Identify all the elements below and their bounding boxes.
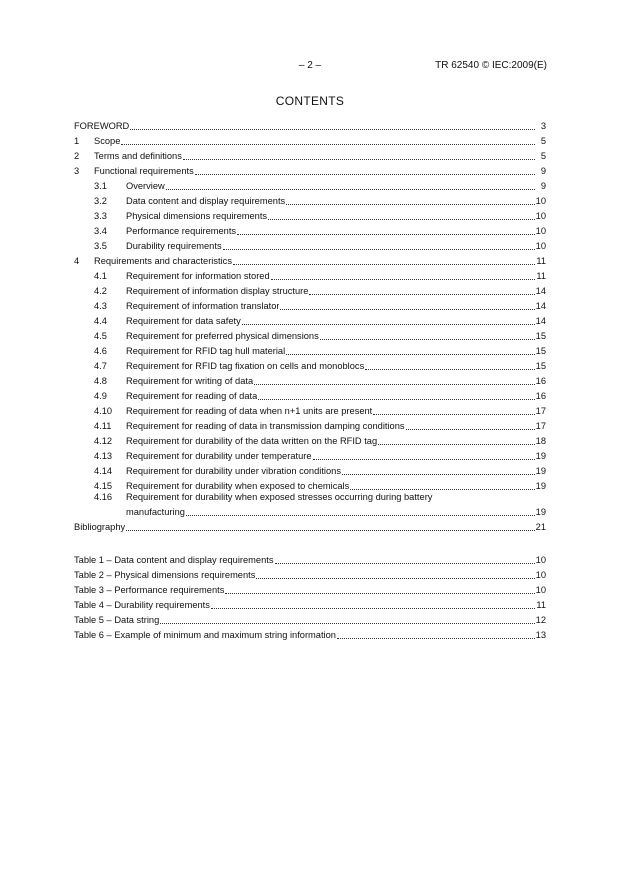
toc-entry-page: 10 (535, 196, 546, 206)
toc-entry-page: 15 (535, 361, 546, 371)
toc-entry[interactable] (74, 387, 546, 402)
toc-entry-title: Overview (126, 181, 165, 191)
toc-entry-title-line2: manufacturing (126, 507, 185, 517)
dot-leader (256, 567, 534, 579)
toc-entry[interactable] (74, 327, 546, 342)
dot-leader (337, 627, 535, 639)
dot-leader (254, 373, 535, 385)
table-list-entry[interactable] (74, 626, 546, 641)
toc-entry[interactable] (74, 282, 546, 297)
dot-leader (237, 223, 535, 235)
toc-entry[interactable] (74, 192, 546, 207)
toc-entry-number: 3.3 (94, 211, 107, 221)
dot-leader (313, 448, 535, 460)
dot-leader (233, 253, 535, 265)
toc-entry-title: Requirement for durability under vibration conditions (126, 466, 341, 476)
toc-entry-title: Table 4 – Durability requirements (74, 600, 210, 610)
toc-entry[interactable] (74, 117, 546, 132)
toc-entry[interactable] (74, 207, 546, 222)
dot-leader (166, 178, 535, 190)
toc-entry[interactable] (74, 237, 546, 252)
toc-entry-title: Table 6 – Example of minimum and maximum string information (74, 630, 336, 640)
toc-entry[interactable] (74, 312, 546, 327)
toc-entry-page: 15 (535, 331, 546, 341)
toc-entry[interactable] (74, 432, 546, 447)
toc-entry-page: 19 (535, 507, 546, 517)
dot-leader (350, 478, 534, 490)
dot-leader (342, 463, 535, 475)
toc-entry-title: Requirements and characteristics (94, 256, 232, 266)
dot-leader (365, 358, 534, 370)
toc-entry[interactable] (74, 222, 546, 237)
toc-entry-number: 4.12 (94, 436, 113, 446)
toc-entry-title: Performance requirements (126, 226, 237, 236)
toc-entry-number: 4.11 (94, 421, 112, 431)
dot-leader (160, 612, 534, 624)
toc-entry-page: 19 (535, 466, 546, 476)
dot-leader (309, 283, 534, 295)
toc-entry-bibliography[interactable] (74, 518, 546, 533)
toc-entry-page: 16 (535, 391, 546, 401)
table-list-entry[interactable] (74, 566, 546, 581)
toc-entry-page: 14 (535, 286, 546, 296)
toc-entry-page: 15 (535, 346, 546, 356)
toc-entry-number: 4.2 (94, 286, 107, 296)
toc-entry-number: 2 (74, 151, 80, 161)
toc-entry-number: 4.9 (94, 391, 107, 401)
toc-entry-number: 3.4 (94, 226, 107, 236)
toc-entry[interactable] (74, 177, 546, 192)
toc-entry-title: Data content and display requirements (126, 196, 286, 206)
toc-entry-title: FOREWORD (74, 121, 130, 131)
dot-leader (286, 343, 535, 355)
toc-entry-number: 3.5 (94, 241, 107, 251)
section-gap (74, 533, 546, 551)
toc-entry-page: 10 (535, 241, 546, 251)
document-reference: TR 62540 © IEC:2009(E) (435, 60, 547, 71)
dot-leader (271, 268, 535, 280)
toc-entry-number: 4.7 (94, 361, 107, 371)
dot-leader (280, 298, 534, 310)
toc-entry-number: 4.10 (94, 406, 113, 416)
toc-entry-number: 4.5 (94, 331, 107, 341)
toc-entry-title: Requirement for writing of data (126, 376, 254, 386)
dot-leader (195, 163, 535, 175)
toc-entry-page: 19 (535, 451, 546, 461)
toc-entry[interactable] (74, 477, 546, 492)
toc-entry-page: 17 (535, 406, 546, 416)
toc-entry-page: 12 (535, 615, 546, 625)
table-list-entry[interactable] (74, 581, 546, 596)
toc-entry-number: 4.15 (94, 481, 113, 491)
toc-entry-page: 11 (536, 256, 546, 266)
toc-entry-number: 4 (74, 256, 80, 266)
toc-entry[interactable] (74, 267, 546, 282)
dot-leader (286, 193, 534, 205)
toc-entry-title: Table 5 – Data string (74, 615, 160, 625)
toc-entry[interactable] (74, 447, 546, 462)
dot-leader (320, 328, 535, 340)
toc-entry-page: 5 (540, 151, 546, 161)
toc-entry-number: 3.2 (94, 196, 107, 206)
dot-leader (223, 238, 535, 250)
dot-leader (378, 433, 535, 445)
toc-entry-title-line1: Requirement for durability when exposed stresses occurring during battery (126, 492, 433, 502)
dot-leader (258, 388, 534, 400)
toc-entry-page: 11 (536, 271, 546, 281)
toc-entry-title: Table 1 – Data content and display requirements (74, 555, 274, 565)
toc-entry-title-line2-row (126, 503, 546, 518)
dot-leader (126, 519, 534, 531)
toc-entry-page: 16 (535, 376, 546, 386)
toc-entry-page: 10 (535, 211, 546, 221)
toc-entry-page: 18 (535, 436, 546, 446)
dot-leader (211, 597, 535, 609)
toc-entry-page: 10 (535, 570, 546, 580)
toc-entry-page: 17 (535, 421, 546, 431)
list-of-tables (74, 551, 546, 641)
toc-entry-page: 10 (535, 585, 546, 595)
table-list-entry[interactable] (74, 611, 546, 626)
toc-entry-title: Requirement for durability when exposed to chemicals (126, 481, 350, 491)
toc-entry-title: Requirement for reading of data (126, 391, 258, 401)
table-of-contents (74, 117, 546, 641)
toc-entry[interactable] (74, 357, 546, 372)
toc-entry-number: 4.8 (94, 376, 107, 386)
toc-entry[interactable] (74, 252, 546, 267)
toc-entries (74, 117, 546, 492)
dot-leader (373, 403, 534, 415)
toc-entry-number: 1 (74, 136, 80, 146)
toc-entry[interactable] (74, 297, 546, 312)
page-title: CONTENTS (275, 94, 345, 108)
toc-entry-page: 9 (540, 181, 546, 191)
toc-entry-4-16[interactable] (74, 492, 546, 518)
toc-entry-title: Requirement for durability under temperature (126, 451, 312, 461)
toc-entry-page: 14 (535, 301, 546, 311)
toc-entry-title: Physical dimensions requirements (126, 211, 268, 221)
toc-entry-title: Requirement for preferred physical dimensions (126, 331, 319, 341)
dot-leader (186, 504, 535, 516)
toc-entry-title: Requirement for RFID tag hull material (126, 346, 286, 356)
toc-entry-title: Requirement of information display structure (126, 286, 309, 296)
toc-entry-number: 4.13 (94, 451, 113, 461)
toc-entry-number: 4.16 (94, 492, 113, 502)
toc-entry-number: 4.6 (94, 346, 107, 356)
toc-entry-title: Requirement of information translator (126, 301, 280, 311)
dot-leader (268, 208, 535, 220)
toc-entry-number: 4.1 (94, 271, 107, 281)
toc-entry[interactable] (74, 162, 546, 177)
toc-entry[interactable] (74, 147, 546, 162)
toc-entry-page: 19 (535, 481, 546, 491)
toc-entry-number: 4.14 (94, 466, 113, 476)
toc-entry-page: 13 (535, 630, 546, 640)
toc-entry-page: 5 (540, 136, 546, 146)
toc-entry-title: Bibliography (74, 522, 126, 532)
toc-entry[interactable] (74, 417, 546, 432)
dot-leader (225, 582, 534, 594)
toc-entry-title: Requirement for reading of data in transmission damping conditions (126, 421, 405, 431)
toc-entry[interactable] (74, 462, 546, 477)
toc-entry-title: Requirement for reading of data when n+1 units are present (126, 406, 373, 416)
dot-leader (406, 418, 535, 430)
toc-entry[interactable] (74, 402, 546, 417)
toc-entry-wrap-column (126, 492, 546, 518)
toc-entry-title: Requirement for data safety (126, 316, 241, 326)
toc-entry-number: 4.4 (94, 316, 107, 326)
toc-entry-title: Table 2 – Physical dimensions requirements (74, 570, 256, 580)
toc-entry-title: Table 3 – Performance requirements (74, 585, 225, 595)
toc-entry[interactable] (74, 342, 546, 357)
toc-entry-page: 11 (536, 600, 546, 610)
toc-entry-title: Requirement for information stored (126, 271, 270, 281)
toc-entry-page: 10 (535, 555, 546, 565)
table-list-entry[interactable] (74, 551, 546, 566)
page-number: – 2 – (298, 60, 322, 71)
toc-entry-title: Functional requirements (94, 166, 194, 176)
dot-leader (121, 133, 535, 145)
toc-entry-title: Durability requirements (126, 241, 222, 251)
toc-entry-page: 10 (535, 226, 546, 236)
toc-entry[interactable] (74, 372, 546, 387)
table-list-entry[interactable] (74, 596, 546, 611)
dot-leader (130, 118, 535, 130)
toc-entry-number: 4.3 (94, 301, 107, 311)
toc-entry-page: 21 (535, 522, 546, 532)
toc-entry-page: 9 (540, 166, 546, 176)
toc-entry[interactable] (74, 132, 546, 147)
toc-entry-title: Requirement for durability of the data written on the RFID tag (126, 436, 378, 446)
toc-entry-number: 3 (74, 166, 80, 176)
toc-entry-title: Requirement for RFID tag fixation on cells and monoblocs (126, 361, 365, 371)
dot-leader (183, 148, 535, 160)
dot-leader (275, 552, 535, 564)
toc-entry-title: Scope (94, 136, 121, 146)
dot-leader (242, 313, 535, 325)
toc-entry-page: 3 (540, 121, 546, 131)
toc-entry-number: 3.1 (94, 181, 107, 191)
toc-entry-title: Terms and definitions (94, 151, 182, 161)
toc-entry-page: 14 (535, 316, 546, 326)
